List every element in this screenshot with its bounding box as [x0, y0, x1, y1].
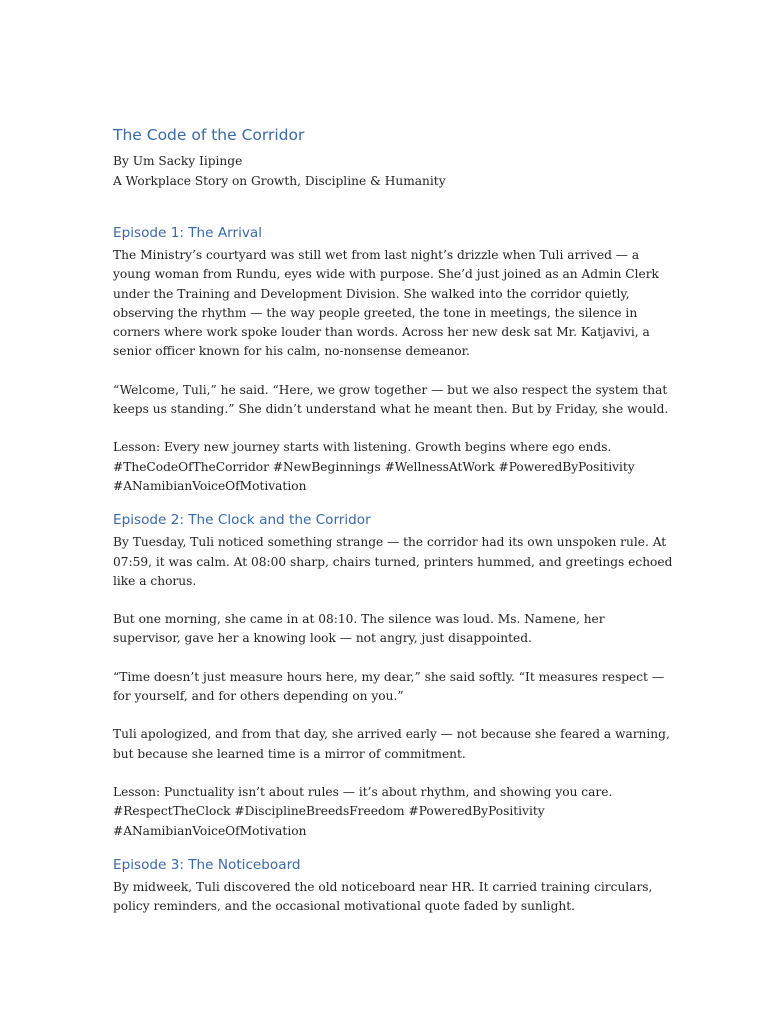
episode-heading: Episode 1: The Arrival: [113, 225, 263, 241]
author-line: By Um Sacky Iipinge: [113, 154, 243, 168]
episode-paragraph: “Welcome, Tuli,” he said. “Here, we grow together — but we also respect the system that keeps us standing.” She didn’t understand what he meant then. But by Friday, she would.: [113, 382, 669, 417]
document-page: [113, 124, 673, 935]
document-subtitle: A Workplace Story on Growth, Discipline & Humanity: [113, 174, 446, 188]
episode-hashtags: #TheCodeOfTheCorridor #NewBeginnings #WellnessAtWork #PoweredByPositivity #ANamibianVoiceOfMotivation: [113, 459, 635, 493]
document-title: The Code of the Corridor: [113, 126, 305, 144]
episode-heading: Episode 3: The Noticeboard: [113, 856, 301, 873]
episode-2: [113, 510, 673, 841]
episode-paragraph: But one morning, she came in at 08:10. The silence was loud. Ms. Namene, her supervisor, gave her a knowing look — not angry, just disappointed.: [113, 612, 605, 646]
episode-paragraph: The Ministry’s courtyard was still wet from last night’s drizzle when Tuli arrived — a young woman from Rundu, eyes wide with purpose. She’d just joined as an Admin Clerk under the Training and Development Division. She walked into the corridor quietly, observing the rhythm — the way people greeted, the tone in meetings, the silence in corners where work spoke louder than words. Across her new desk sat Mr. Katjavivi, a senior officer known for his calm, no-nonsense demeanor.: [113, 248, 659, 359]
episode-heading: Episode 2: The Clock and the Corridor: [113, 512, 371, 529]
episode-paragraph: “Time doesn’t just measure hours here, my dear,” she said softly. “It measures respect — for yourself, and for others depending on you.”: [113, 669, 665, 704]
episode-3: [113, 855, 673, 917]
episode-1: [113, 223, 673, 496]
episode-hashtags: #RespectTheClock #DisciplineBreedsFreedom #PoweredByPositivity #ANamibianVoiceOfMotivation: [113, 804, 545, 838]
episode-paragraph: By midweek, Tuli discovered the old noticeboard near HR. It carried training circulars, policy reminders, and the occasional motivational quote faded by sunlight.: [113, 879, 653, 914]
episode-paragraph: By Tuesday, Tuli noticed something strange — the corridor had its own unspoken rule. At 07:59, it was calm. At 08:00 sharp, chairs turned, printers hummed, and greetings echoed like a chorus.: [113, 535, 673, 588]
episode-paragraph: Tuli apologized, and from that day, she arrived early — not because she feared a warning, but because she learned time is a mirror of commitment.: [113, 727, 670, 761]
episode-lesson: Lesson: Every new journey starts with listening. Growth begins where ego ends.: [113, 440, 612, 455]
episode-lesson: Lesson: Punctuality isn’t about rules — it’s about rhythm, and showing you care.: [113, 784, 613, 799]
